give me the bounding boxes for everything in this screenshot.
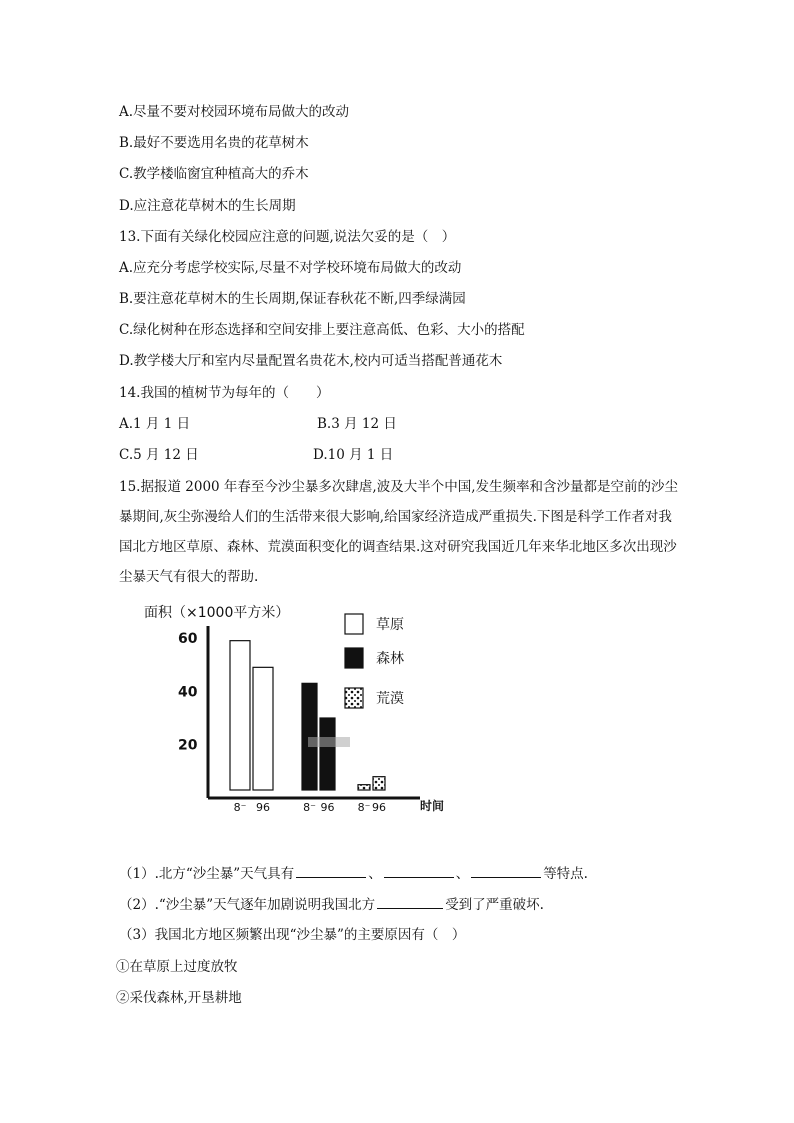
q12-option-d: D.应注意花草树木的生长周期 — [119, 198, 296, 214]
q15-sub2-prefix: （2）.“沙尘暴”天气逐年加剧说明我国北方 — [119, 897, 376, 913]
q13-option-c: C.绿化树种在形态选择和空间安排上要注意高低、色彩、大小的搭配 — [119, 322, 525, 338]
answer-blank-2[interactable] — [384, 863, 454, 878]
x-tick-label: 96 — [320, 801, 335, 814]
q14-option-d: D.10 月 1 日 — [313, 447, 394, 463]
answer-blank-4[interactable] — [377, 894, 443, 909]
q15-sub2-suffix: 受到了严重破坏. — [445, 897, 544, 913]
q15-reason-1: ①在草原上过度放牧 — [116, 959, 238, 975]
q14-option-c: C.5 月 12 日 — [119, 447, 199, 463]
q15-sub1-prefix: （1）.北方“沙尘暴”天气具有 — [119, 866, 295, 882]
q13-stem: 13.下面有关绿化校园应注意的问题,说法欠妥的是（ ） — [119, 229, 456, 245]
bar-草原-0 — [230, 641, 250, 790]
bar-荒漠-1 — [373, 777, 385, 790]
bar-森林-0 — [302, 683, 317, 790]
x-tick-label: 8⁻ — [357, 801, 371, 814]
legend-label-森林: 森林 — [376, 651, 404, 667]
legend-label-荒漠: 荒漠 — [376, 691, 404, 707]
q15-sub1 — [119, 863, 588, 884]
q14-stem: 14.我国的植树节为每年的（ ） — [119, 385, 330, 401]
q15-sub1-suffix: 等特点. — [543, 866, 588, 882]
q13-option-a: A.应充分考虑学校实际,尽量不对学校环境布局做大的改动 — [119, 260, 462, 276]
x-tick-label: 8⁻ — [303, 801, 316, 814]
q13-option-d: D.教学楼大厅和室内尽量配置名贵花木,校内可适当搭配普通花木 — [119, 353, 503, 369]
legend-swatch-荒漠 — [345, 688, 363, 708]
q14-option-b: B.3 月 12 日 — [317, 416, 397, 432]
answer-blank-1[interactable] — [296, 863, 366, 878]
x-tick-label: 96 — [372, 801, 386, 814]
q15-stem: 15.据报道 2000 年春至今沙尘暴多次肆虐,波及大半个中国,发生频率和含沙量都是空前的沙尘暴期间,灰尘弥漫给人们的生活带来很大影响,给国家经济造成严重损失.下图是科学工作者对我国北方地区草原、森林、荒漠面积变化的调查结果.这对研究我国近几年来华北地区多次出现沙尘暴天气有很大的帮助. — [119, 479, 678, 585]
q15-sub2 — [119, 894, 544, 915]
x-axis-label: 时间 — [420, 799, 445, 813]
bar-草原-1 — [253, 667, 273, 790]
legend-swatch-森林 — [345, 648, 363, 668]
bar-森林-1 — [320, 718, 335, 790]
blurred-mark — [308, 737, 350, 747]
q15-sub1-sep2: 、 — [455, 866, 470, 882]
q14-option-a: A.1 月 1 日 — [119, 416, 191, 432]
q15-reason-2: ②采伐森林,开垦耕地 — [116, 990, 242, 1006]
x-tick-label: 8⁻ — [233, 801, 247, 814]
legend-swatch-草原 — [345, 614, 363, 634]
y-tick-label: 60 — [178, 631, 198, 647]
area-change-bar-chart — [140, 600, 460, 820]
q12-option-c: C.教学楼临窗宜种植高大的乔木 — [119, 166, 309, 182]
legend-label-草原: 草原 — [376, 617, 404, 633]
y-tick-label: 40 — [178, 684, 198, 701]
q12-option-a: A.尽量不要对校园环境布局做大的改动 — [119, 104, 350, 120]
q15-sub3: （3）我国北方地区频繁出现“沙尘暴”的主要原因有（ ） — [119, 927, 466, 943]
y-tick-label: 20 — [178, 737, 198, 754]
answer-blank-3[interactable] — [471, 863, 541, 878]
q12-option-b: B.最好不要选用名贵的花草树木 — [119, 135, 309, 151]
chart-title: 面积（×1000平方米） — [144, 605, 290, 621]
q15-sub1-sep1: 、 — [368, 866, 382, 882]
bar-荒漠-0 — [358, 785, 370, 790]
q13-option-b: B.要注意花草树木的生长周期,保证春秋花不断,四季绿满园 — [119, 291, 466, 307]
x-tick-label: 96 — [256, 801, 270, 814]
